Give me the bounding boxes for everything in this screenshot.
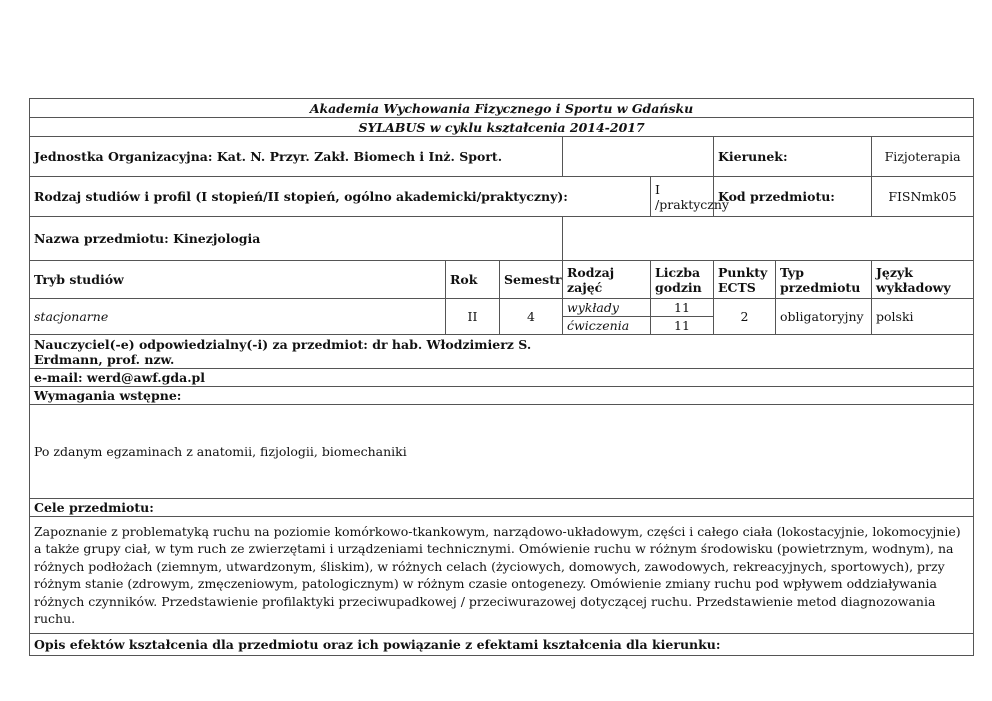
course-name: Nazwa przedmiotu: Kinezjologia [30, 217, 563, 261]
teacher-line2: Erdmann, prof. nzw. [34, 351, 175, 367]
class-type-exercises: ćwiczenia [563, 317, 651, 335]
details-header-row [30, 261, 974, 299]
course-name-row [30, 217, 974, 261]
teacher-row [30, 335, 974, 369]
institution-title: Akademia Wychowania Fizycznego i Sportu w Gdańsku [30, 99, 974, 118]
institution-row [30, 99, 974, 118]
study-type-value [651, 177, 729, 217]
requirements-text-row [30, 405, 974, 499]
col-header-subject-type: Typ przedmiotu [776, 261, 872, 299]
email-row [30, 369, 974, 387]
col-header-year: Rok [446, 261, 500, 299]
goals-text-row [30, 517, 974, 634]
year-value: II [446, 299, 500, 335]
details-row-1 [30, 299, 974, 317]
syllabus-table [29, 98, 974, 656]
outcomes-label: Opis efektów kształcenia dla przedmiotu oraz ich powiązanie z efektami kształcenia dla kierunku: [30, 634, 974, 656]
study-type-value-line1: I [655, 181, 660, 197]
col-header-semester: Semestr [500, 261, 563, 299]
outcomes-label-row [30, 634, 974, 656]
hours-lecture: 11 [651, 299, 714, 317]
goals-label: Cele przedmiotu: [30, 499, 974, 517]
course-code-label: Kod przedmiotu: [714, 177, 872, 217]
hours-exercises: 11 [651, 317, 714, 335]
goals-label-row [30, 499, 974, 517]
teacher-email: e-mail: werd@awf.gda.pl [30, 369, 974, 387]
ects-value: 2 [714, 299, 776, 335]
kierunek-value: Fizjoterapia [872, 137, 974, 177]
goals-text: Zapoznanie z problematyką ruchu na poziomie komórkowo-tkankowym, narządowo-układowym, części i całego ciała (lokostacyjnie, lokomocyjnie) a także grupy ciał, w tym ruch ze zwierzętami i urządzeniami technicznymi. Omówienie ruchu w różnym środowisku (powietrznym, wodnym), na różnych podłożach (ziemnym, utwardzonym, śliskim), w różnych celach (życiowych, domowych, zawodowych, rekreacyjnych, sportowych), przy różnym stanie (zdrowym, zmęczeniowym, patologicznym) w różnym czasie ontogenezy. Omówienie zmiany ruchu pod wpływem oddziaływania różnych czynników. Przedstawienie profilaktyki przeciwupadkowej / przeciwurazowej dotyczącej ruchu. Przedstawienie metod diagnozowania ruchu. [30, 517, 974, 634]
col-header-hours: Liczba godzin [651, 261, 714, 299]
course-code-value: FISNmk05 [872, 177, 974, 217]
requirements-label-row [30, 387, 974, 405]
org-empty-cell [563, 137, 714, 177]
org-row [30, 137, 974, 177]
mode-value: stacjonarne [30, 299, 446, 335]
col-header-class-type: Rodzaj zajęć [563, 261, 651, 299]
requirements-label: Wymagania wstępne: [30, 387, 974, 405]
study-type-label: Rodzaj studiów i profil (I stopień/II stopień, ogólno akademicki/praktyczny): [30, 177, 651, 217]
class-type-lecture: wykłady [563, 299, 651, 317]
org-unit: Jednostka Organizacyjna: Kat. N. Przyr. Zakł. Biomech i Inż. Sport. [30, 137, 563, 177]
language-value: polski [872, 299, 974, 335]
requirements-text: Po zdanym egzaminach z anatomii, fizjologii, biomechaniki [30, 405, 974, 499]
syllabus-row [30, 118, 974, 137]
teacher-line1: Nauczyciel(-e) odpowiedzialny(-i) za przedmiot: dr hab. Włodzimierz S. [34, 336, 532, 352]
syllabus-title: SYLABUS w cyklu kształcenia 2014-2017 [30, 118, 974, 137]
teacher-info [30, 335, 974, 369]
subject-type-value: obligatoryjny [776, 299, 872, 335]
study-type-row [30, 177, 974, 217]
semester-value: 4 [500, 299, 563, 335]
col-header-ects: Punkty ECTS [714, 261, 776, 299]
course-name-empty-cell [563, 217, 974, 261]
study-type-value-line2: /praktyczny [655, 196, 729, 212]
kierunek-label: Kierunek: [714, 137, 872, 177]
col-header-language: Język wykładowy [872, 261, 974, 299]
col-header-mode: Tryb studiów [30, 261, 446, 299]
